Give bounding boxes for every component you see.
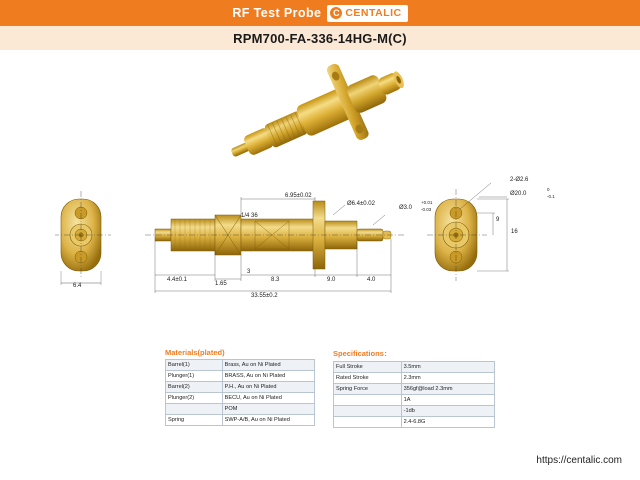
table-row — [166, 382, 315, 393]
materials-cell-label: Spring — [166, 415, 223, 426]
table-row — [166, 393, 315, 404]
table-row — [166, 360, 315, 371]
dim-len-165: 1.65 — [215, 281, 227, 287]
dim-len-90: 9.0 — [327, 277, 336, 283]
dim-len-3: 3 — [247, 269, 251, 275]
spec-cell-value: 356gf@load 2.3mm — [401, 384, 494, 395]
table-row — [334, 384, 495, 395]
spec-cell-value: -1db — [401, 406, 494, 417]
table-row — [166, 415, 315, 426]
spec-cell-label: Spring Force — [334, 384, 402, 395]
materials-cell-value: BRASS, Au on Ni Plated — [222, 371, 314, 382]
materials-cell-label: Barrel(1) — [166, 360, 223, 371]
table-row — [334, 362, 495, 373]
technical-drawing — [55, 175, 595, 320]
materials-cell-label: Barrel(2) — [166, 382, 223, 393]
part-number: RPM700-FA-336-14HG-M(C) — [233, 30, 407, 46]
subheader-bar — [0, 26, 640, 50]
dim-len-695: 6.95±0.02 — [285, 193, 312, 199]
materials-cell-value: SWP-A/B, Au on Ni Plated — [222, 415, 314, 426]
dim-dia-30: Ø3.0 — [399, 205, 413, 211]
materials-cell-value: P.H., Au on Ni Plated — [222, 382, 314, 393]
dim-dia-64: Ø6.4±0.02 — [347, 201, 375, 207]
spec-cell-value: 1A — [401, 395, 494, 406]
specifications-table — [333, 361, 495, 428]
dim-dia-200-tol-upper: 0 — [547, 187, 550, 192]
spec-cell-label: Rated Stroke — [334, 373, 402, 384]
specifications-title: Specifications： — [333, 349, 392, 358]
dim-holes-2x26: 2-Ø2.6 — [510, 177, 529, 183]
materials-cell-label — [166, 404, 223, 415]
materials-cell-value: POM — [222, 404, 314, 415]
dim-dia-30-tol-lower: -0.03 — [421, 207, 432, 212]
spec-cell-label — [334, 395, 402, 406]
spec-cell-value: 3.5mm — [401, 362, 494, 373]
materials-cell-label: Plunger(1) — [166, 371, 223, 382]
product-3d-svg — [195, 60, 445, 175]
spec-cell-label: Full Stroke — [334, 362, 402, 373]
dim-thread: 1/4 36 — [241, 213, 258, 219]
table-row — [166, 404, 315, 415]
dim-dia-200: Ø20.0 — [510, 191, 527, 197]
materials-title: Materials(plated) — [165, 348, 225, 357]
spec-cell-value: 2.4-6.8G — [401, 417, 494, 428]
brand-logo — [327, 5, 407, 22]
materials-cell-value: BECU, Au on Ni Plated — [222, 393, 314, 404]
dim-h-16: 16 — [511, 229, 518, 235]
product-3d-render — [195, 60, 445, 175]
table-row — [166, 371, 315, 382]
dim-len-44: 4.4±0.1 — [167, 277, 187, 283]
right-end-view — [427, 183, 509, 281]
website-url[interactable]: https://centalic.com — [536, 455, 622, 466]
header-bar — [0, 0, 640, 26]
dim-dia-200-tol-lower: -0.1 — [547, 194, 555, 199]
side-section-view — [145, 201, 405, 269]
logo-mark-icon: C — [330, 7, 342, 19]
dim-len-83: 8.3 — [271, 277, 280, 283]
spec-cell-label — [334, 417, 402, 428]
dim-h-9: 9 — [496, 217, 500, 223]
materials-table-block — [165, 348, 315, 426]
spec-cell-label — [334, 406, 402, 417]
dim-flat-64: 6.4 — [73, 283, 82, 289]
dim-dia-30-tol-upper: +0.01 — [421, 200, 433, 205]
dim-overall: 33.55±0.2 — [251, 293, 278, 299]
specifications-table-block — [333, 348, 495, 428]
materials-cell-value: Brass, Au on Ni Plated — [222, 360, 314, 371]
materials-cell-label: Plunger(2) — [166, 393, 223, 404]
materials-table — [165, 359, 315, 426]
left-end-view — [55, 191, 111, 285]
table-row — [334, 395, 495, 406]
table-row — [334, 373, 495, 384]
table-row — [334, 406, 495, 417]
logo-text: CENTALIC — [345, 7, 402, 19]
page-title: RF Test Probe — [232, 6, 322, 20]
dim-len-40: 4.0 — [367, 277, 376, 283]
spec-cell-value: 2.3mm — [401, 373, 494, 384]
table-row — [334, 417, 495, 428]
